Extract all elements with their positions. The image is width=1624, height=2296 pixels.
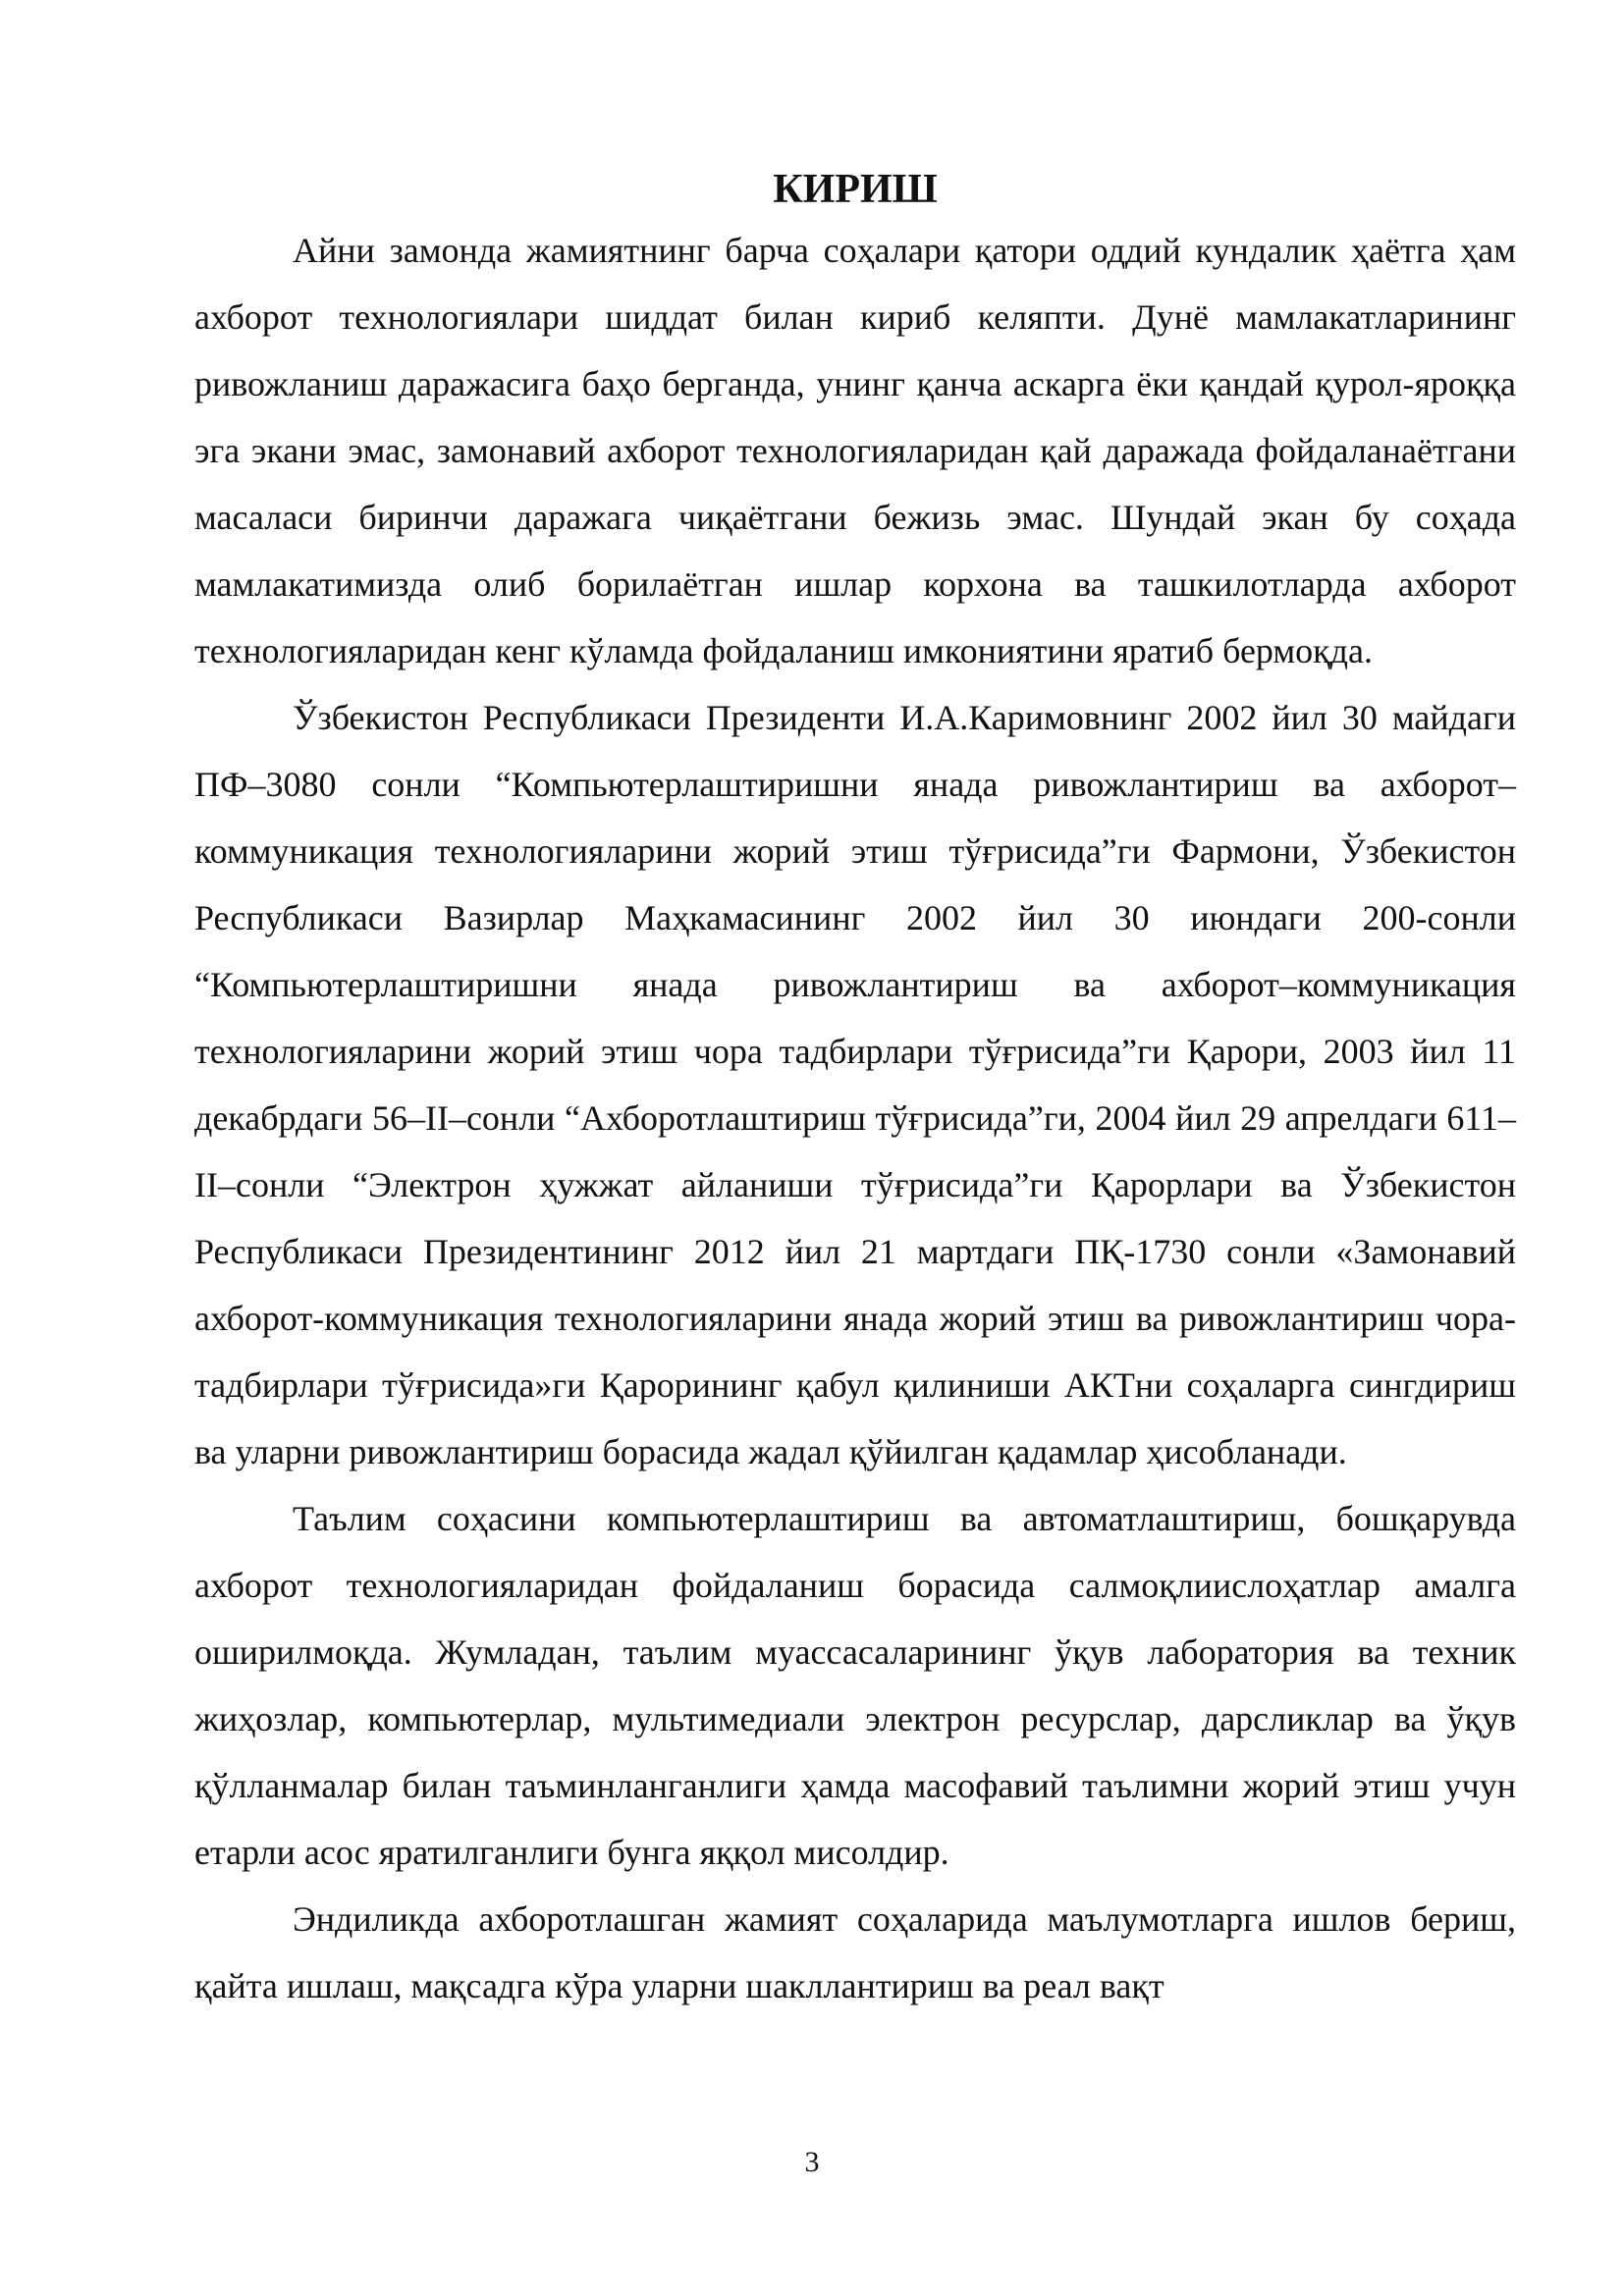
page-body bbox=[194, 162, 1516, 2019]
paragraph-introduction: Айни замонда жамиятнинг барча соҳалари қатори оддий кундалик ҳаётга ҳам ахборот технологиялари шиддат билан кириб келяпти. Дунё мамлакатларининг ривожланиш даражасига баҳо берганда, унинг қанча аскарга ёки қандай қурол-яроққа эга экани эмас, замонавий ахборот технологияларидан қай даражада фойдаланаётгани масаласи биринчи даражага чиқаётгани бежизь эмас. Шундай экан бу соҳада мамлакатимизда олиб борилаётган ишлар корхона ва ташкилотларда ахборот технологияларидан кенг кўламда фойдаланиш имкониятини яратиб бермоқда. bbox=[194, 231, 1516, 670]
paragraph-legal-acts: Ўзбекистон Республикаси Президенти И.А.Каримовнинг 2002 йил 30 майдаги ПФ–3080 сонли “Компьютерлаштиришни янада ривожлантириш ва ахборот–коммуникация технологияларини жорий этиш тўғрисида”ги Фармони, Ўзбекистон Республикаси Вазирлар Маҳкамасининг 2002 йил 30 июндаги 200-сонли “Компьютерлаштиришни янада ривожлантириш ва ахборот–коммуникация технологияларини жорий этиш чора тадбирлари тўғрисида”ги Қарори, 2003 йил 11 декабрдаги 56–II–сонли “Ахборотлаштириш тўғрисида”ги, 2004 йил 29 апрелдаги 611–II–сонли “Электрон ҳужжат айланиши тўғрисида”ги Қарорлари ва Ўзбекистон Республикаси Президентининг 2012 йил 21 мартдаги ПҚ-1730 сонли «Замонавий ахборот-коммуникация технологияларини янада жорий этиш ва ривожлантириш чора-тадбирлари тўғрисида»ги Қарорининг қабул қилиниши АКТни соҳаларга сингдириш ва уларни ривожлантириш борасида жадал қўйилган қадамлар ҳисобланади. bbox=[194, 698, 1516, 1471]
page-title: КИРИШ bbox=[773, 167, 938, 212]
paragraph-information-society: Эндиликда ахборотлашган жамият соҳаларида маълумотларга ишлов бериш, қайта ишлаш, мақсадга кўра уларни шакллантириш ва реал вақт bbox=[194, 1899, 1516, 2005]
page-number: 3 bbox=[804, 2146, 820, 2178]
paragraph-education: Таълим соҳасини компьютерлаштириш ва автоматлаштириш, бошқарувда ахборот технологияларидан фойдаланиш борасида салмоқлиислоҳатлар амалга оширилмоқда. Жумладан, таълим муассасаларининг ўқув лаборатория ва техник жиҳозлар, компьютерлар, мультимедиали электрон ресурслар, дарсликлар ва ўқув қўлланмалар билан таъминланганлиги ҳамда масофавий таълимни жорий этиш учун етарли асос яратилганлиги бунга яққол мисолдир. bbox=[194, 1499, 1516, 1872]
